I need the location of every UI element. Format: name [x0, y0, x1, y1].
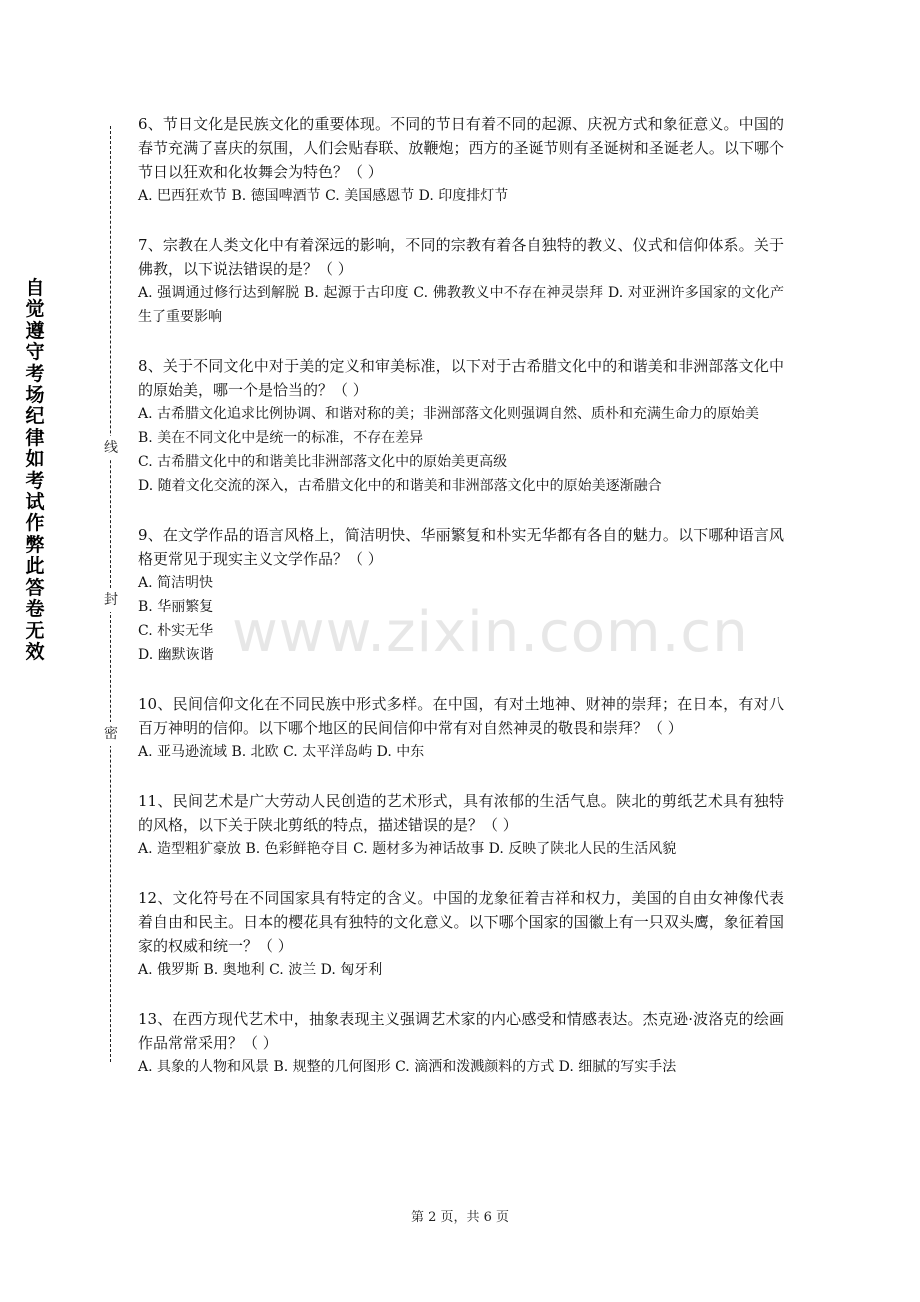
question-stem: 8、关于不同文化中对于美的定义和审美标准，以下对于古希腊文化中的和谐美和非洲部落文化中的原始美，哪一个是恰当的？（ ） [138, 357, 784, 399]
question-options: A. 造型粗犷豪放 B. 色彩鲜艳夺目 C. 题材多为神话故事 D. 反映了陕北人民的生活风貌 [138, 841, 677, 857]
option-d: D. 随着文化交流的深入，古希腊文化中的和谐美和非洲部落文化中的原始美逐渐融合 [138, 478, 662, 494]
question-stem: 11、民间艺术是广大劳动人民创造的艺术形式，具有浓郁的生活气息。陕北的剪纸艺术具有独特的风格，以下关于陕北剪纸的特点，描述错误的是？（ ） [138, 792, 784, 834]
option-a: A. 古希腊文化追求比例协调、和谐对称的美；非洲部落文化则强调自然、质朴和充满生命力的原始美 [138, 406, 760, 422]
question-10 [138, 692, 784, 764]
question-options: A. 强调通过修行达到解脱 B. 起源于古印度 C. 佛教教义中不存在神灵崇拜 D. 对亚洲许多国家的文化产生了重要影响 [138, 285, 784, 325]
option-b: B. 华丽繁复 [138, 599, 214, 615]
option-b: B. 美在不同文化中是统一的标准，不存在差异 [138, 430, 424, 446]
option-a: A. 简洁明快 [138, 575, 214, 591]
option-d: D. 幽默诙谐 [138, 647, 214, 663]
question-9 [138, 523, 784, 667]
question-6 [138, 112, 784, 208]
question-stem: 12、文化符号在不同国家具有特定的含义。中国的龙象征着吉祥和权力，美国的自由女神像代表着自由和民主。日本的樱花具有独特的文化意义。以下哪个国家的国徽上有一只双头鹰，象征着国家的权威和统一？（ ） [138, 889, 784, 955]
question-stem: 10、民间信仰文化在不同民族中形式多样。在中国，有对土地神、财神的崇拜；在日本，有对八百万神明的信仰。以下哪个地区的民间信仰中常有对自然神灵的敬畏和崇拜？（ ） [138, 695, 784, 737]
watermark: www.zixin.com.cn [232, 600, 749, 665]
question-options: A. 巴西狂欢节 B. 德国啤酒节 C. 美国感恩节 D. 印度排灯节 [138, 188, 509, 204]
question-11 [138, 789, 784, 861]
question-options: A. 俄罗斯 B. 奥地利 C. 波兰 D. 匈牙利 [138, 962, 383, 978]
seal-mark-line: 线 [100, 436, 122, 460]
seal-mark-seal: 封 [100, 588, 122, 612]
question-stem: 7、宗教在人类文化中有着深远的影响，不同的宗教有着各自独特的教义、仪式和信仰体系。关于佛教，以下说法错误的是？（ ） [138, 236, 784, 278]
question-stem: 13、在西方现代艺术中，抽象表现主义强调艺术家的内心感受和情感表达。杰克逊·波洛克的绘画作品常常采用？（ ） [138, 1010, 784, 1052]
question-13 [138, 1007, 784, 1079]
question-options: A. 具象的人物和风景 B. 规整的几何图形 C. 滴洒和泼溅颜料的方式 D. 细腻的写实手法 [138, 1059, 677, 1075]
question-stem: 9、在文学作品的语言风格上，简洁明快、华丽繁复和朴实无华都有各自的魅力。以下哪种语言风格更常见于现实主义文学作品？（ ） [138, 526, 784, 568]
question-list [138, 112, 784, 1104]
question-7 [138, 233, 784, 329]
seal-mark-secret: 密 [100, 722, 122, 746]
question-8 [138, 354, 784, 498]
page-number-footer: 第 2 页，共 6 页 [410, 1210, 510, 1225]
exam-discipline-notice: 自觉遵守考场纪律如考试作弊此答卷无效 [25, 277, 45, 663]
question-stem: 6、节日文化是民族文化的重要体现。不同的节日有着不同的起源、庆祝方式和象征意义。中国的春节充满了喜庆的氛围，人们会贴春联、放鞭炮；西方的圣诞节则有圣诞树和圣诞老人。以下哪个节日以狂欢和化妆舞会为特色？（ ） [138, 115, 784, 181]
question-12 [138, 886, 784, 982]
option-c: C. 古希腊文化中的和谐美比非洲部落文化中的原始美更高级 [138, 454, 508, 470]
question-options: A. 亚马逊流域 B. 北欧 C. 太平洋岛屿 D. 中东 [138, 744, 425, 760]
option-c: C. 朴实无华 [138, 623, 214, 639]
